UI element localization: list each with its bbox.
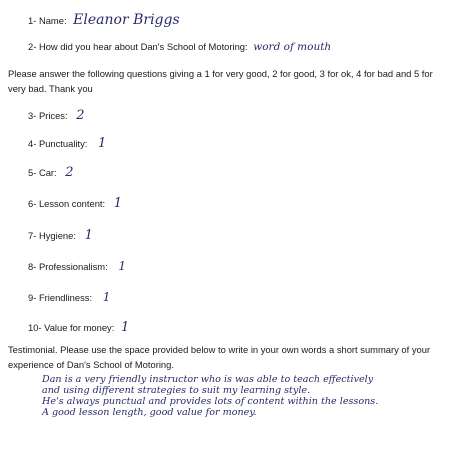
rating-item [28, 228, 93, 243]
rating-value: 2 [65, 165, 74, 180]
testimonial-line: Dan is a very friendly instructor who is was able to teach effectively [42, 374, 374, 385]
testimonial-prompt: Testimonial. Please use the space provided below to write in your own words a short summary of your experience of Dan's School of Motoring. [8, 344, 431, 370]
testimonial-line: A good lesson length, good value for money. [42, 407, 257, 418]
rating-item [28, 259, 126, 273]
rating-item [28, 108, 84, 123]
rating-label: 9- Friendliness: [28, 292, 93, 303]
rating-label: 10- Value for money: [28, 322, 115, 333]
rating-label: 8- Professionalism: [28, 261, 108, 272]
rating-item [28, 320, 129, 335]
testimonial-text [42, 374, 448, 418]
question-label: 2- How did you hear about Dan's School of Motoring: [28, 41, 248, 52]
rating-value: 1 [118, 259, 126, 273]
testimonial-line: He's always punctual and provides lots of content within the lessons. [42, 396, 379, 407]
rating-item [28, 165, 74, 180]
source-answer: word of mouth [253, 41, 332, 53]
rating-value: 1 [84, 228, 93, 243]
rating-value: 1 [102, 290, 111, 304]
rating-label: 3- Prices: [28, 110, 68, 121]
rating-value: 1 [113, 196, 123, 211]
rating-value: 1 [98, 136, 107, 151]
question-label: 1- Name: [28, 15, 67, 26]
rating-value: 1 [120, 320, 130, 335]
rating-item [28, 290, 110, 304]
rating-label: 5- Car: [28, 167, 57, 178]
rating-item [28, 196, 122, 211]
rating-item [28, 136, 106, 151]
question-name [28, 12, 180, 28]
rating-label: 7- Hygiene: [28, 230, 76, 241]
rating-value: 2 [76, 108, 85, 123]
rating-instructions: Please answer the following questions giving a 1 for very good, 2 for good, 3 for ok, 4 for bad and 5 for very bad. Thank you [8, 68, 433, 94]
rating-label: 4- Punctuality: [28, 138, 88, 149]
name-answer: Eleanor Briggs [73, 12, 180, 28]
rating-label: 6- Lesson content: [28, 198, 106, 209]
testimonial-line: and using different strategies to suit my learning style. [42, 385, 311, 396]
question-source [28, 41, 331, 53]
